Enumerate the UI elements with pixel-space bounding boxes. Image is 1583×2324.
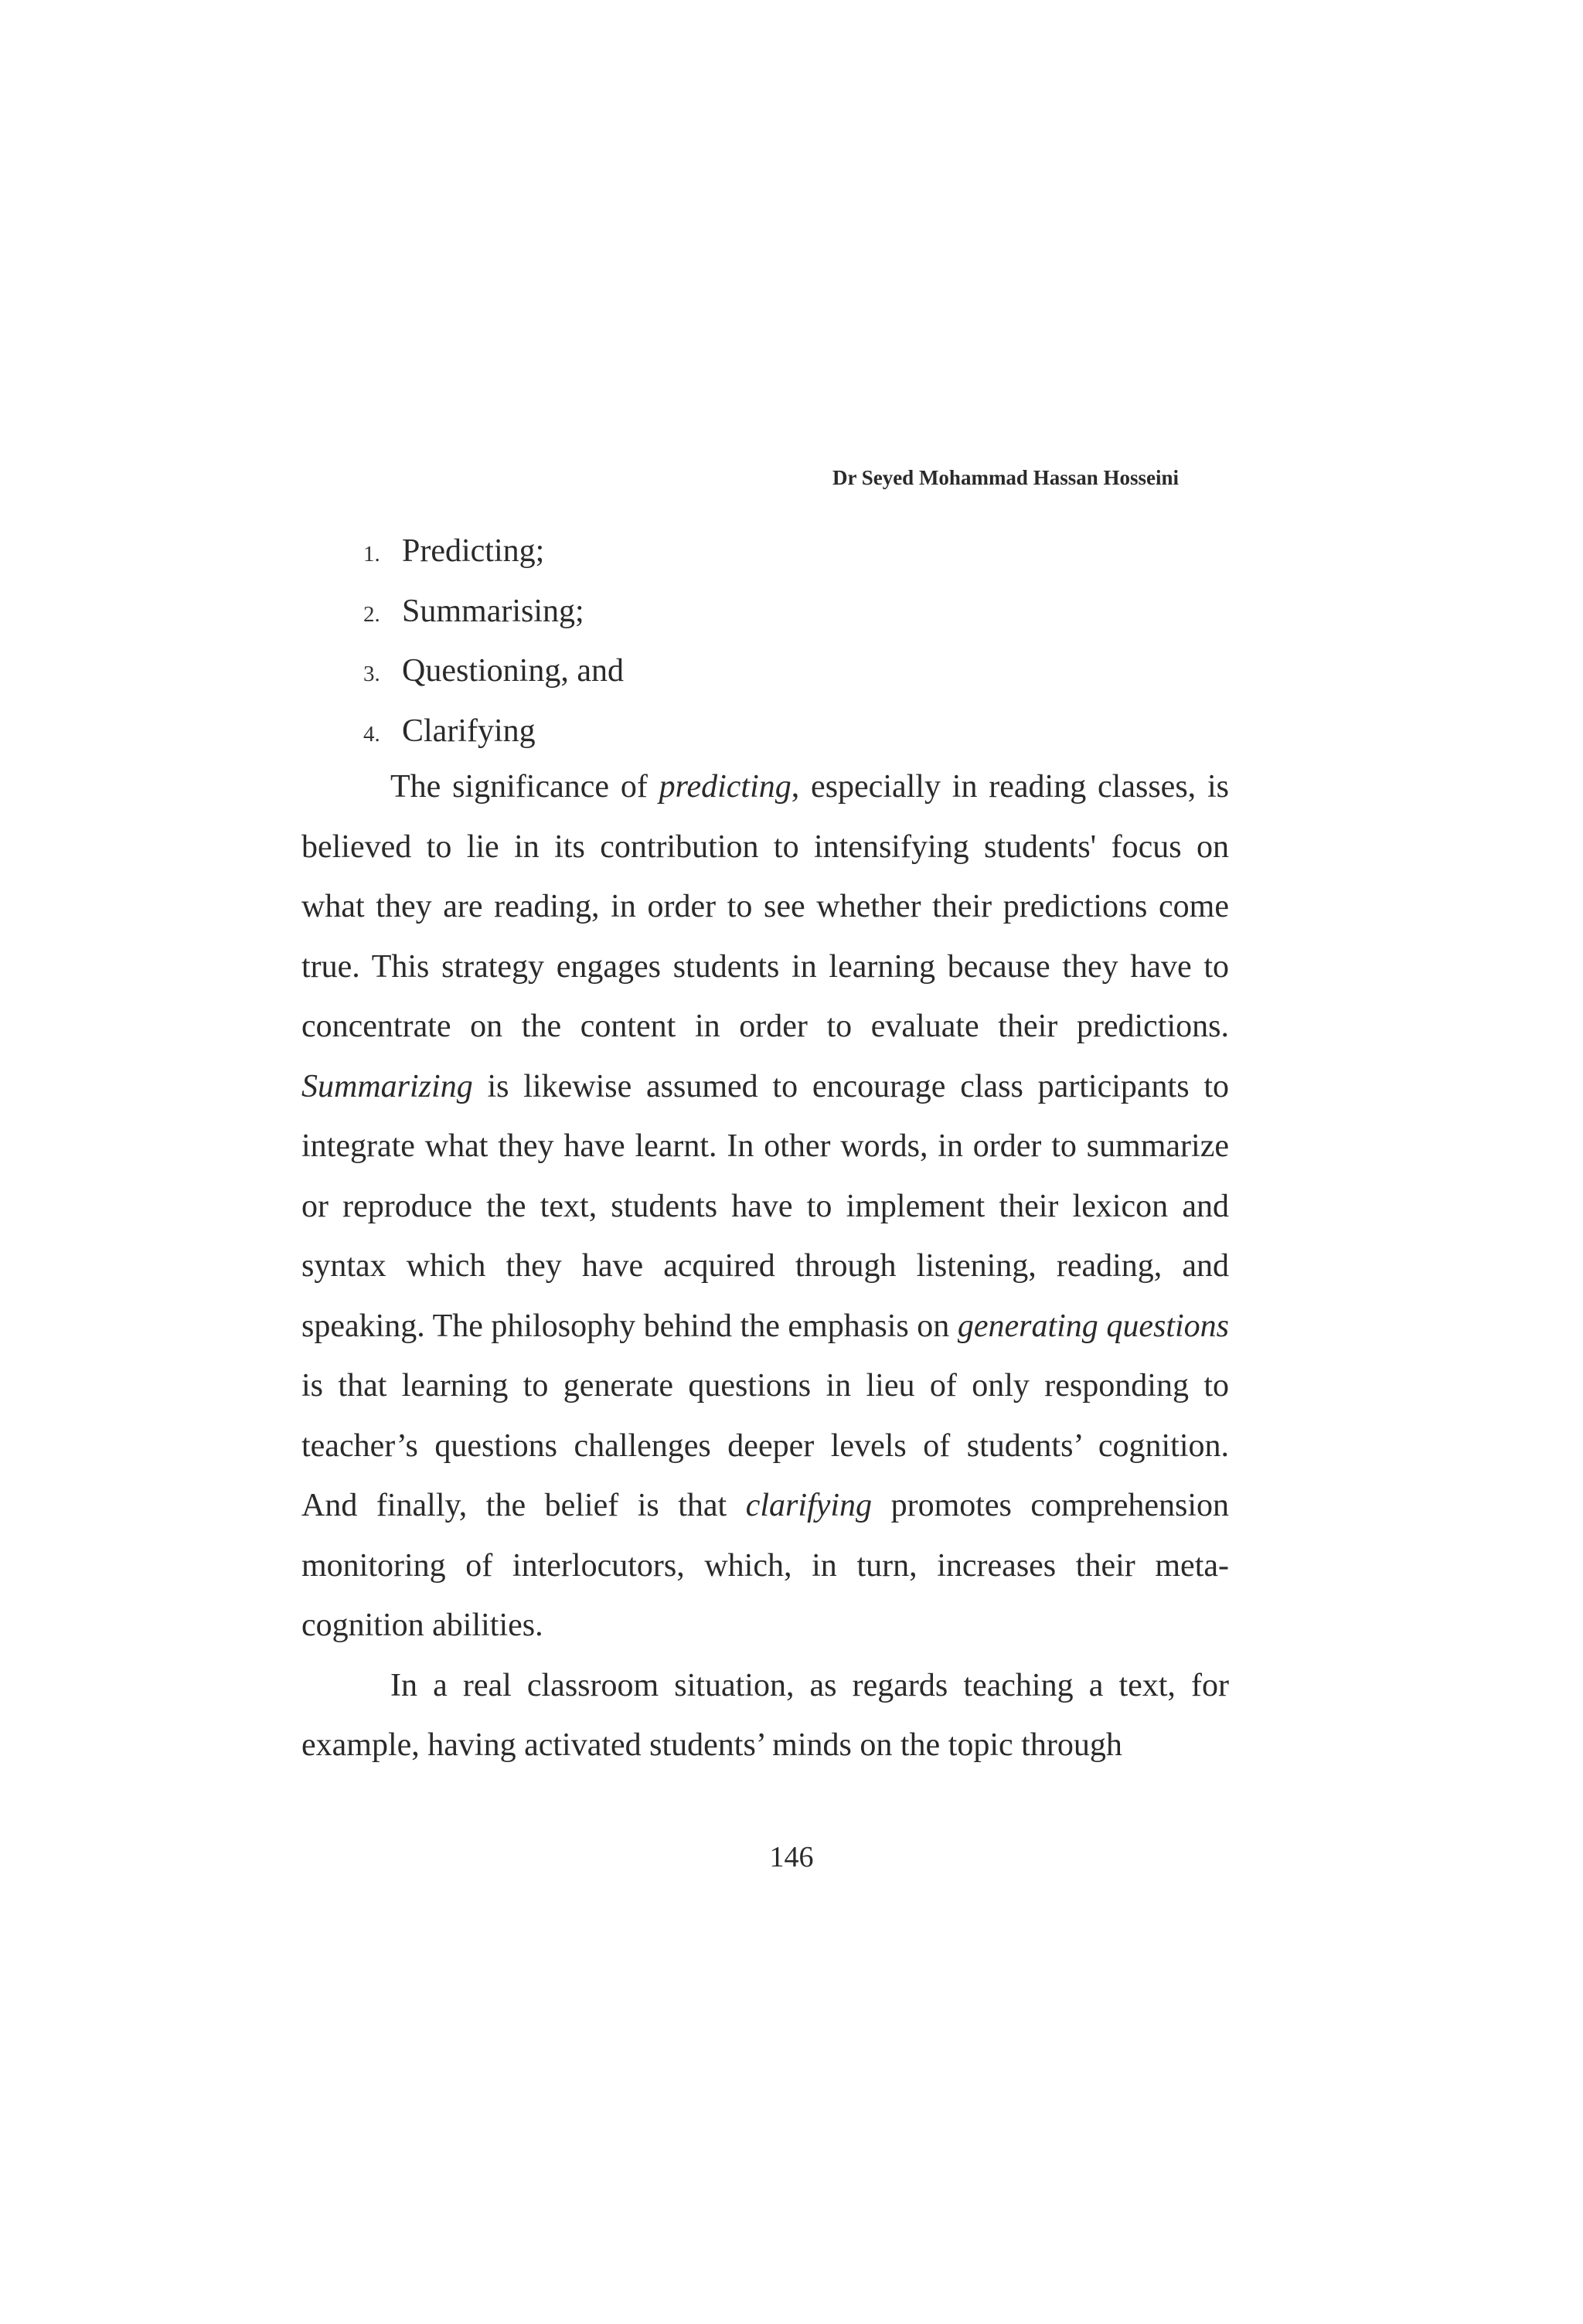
paragraph-text: The significance of <box>390 769 659 805</box>
list-item-number: 4. <box>363 721 380 747</box>
paragraph-strategies <box>301 757 1229 1656</box>
list-item <box>363 702 624 762</box>
running-header-author: Dr Seyed Mohammad Hassan Hosseini <box>832 466 1179 489</box>
list-item-number: 1. <box>363 542 380 567</box>
strategy-list <box>363 522 624 761</box>
page-number: 146 <box>769 1841 814 1873</box>
list-item <box>363 641 624 702</box>
list-item <box>363 522 624 582</box>
list-item-text: Questioning, and <box>402 653 624 689</box>
list-item-text: Predicting; <box>402 533 545 569</box>
emphasis-summarizing: Summarizing <box>301 1068 473 1104</box>
list-item-text: Summarising; <box>402 593 584 629</box>
paragraph-classroom: In a real classroom situation, as regards teaching a text, for example, having activated students’ minds on the topic through <box>301 1667 1229 1763</box>
paragraph-text: , especially in reading classes, is believed to lie in its contribution to intensifying students' focus on what they are reading, in order to see whether their predictions come true. This strategy engages students in learning because they have to concentrate on the content in order to evaluate their predictions. <box>301 769 1230 1044</box>
list-item-text: Clarifying <box>402 713 536 749</box>
emphasis-clarifying: clarifying <box>745 1488 873 1523</box>
paragraph-text: is that learning to generate questions in lieu of only responding to teacher’s questions challenges deeper levels of students’ cognition. And finally, the belief is that <box>301 1368 1229 1523</box>
list-item-number: 3. <box>363 662 380 686</box>
paragraph-text: promotes comprehension monitoring of interlocutors, which, in turn, increases their meta-cognition abilities. <box>301 1488 1229 1643</box>
emphasis-predicting: predicting <box>659 769 792 805</box>
emphasis-generating-questions: generating questions <box>957 1308 1229 1344</box>
paragraph-text: is likewise assumed to encourage class participants to integrate what they have learnt. In other words, in order to summarize or reproduce the text, students have to implement their lexicon and syntax which they have acquired through listening, reading, and speaking. The philosophy behind the emphasis on <box>301 1068 1229 1344</box>
list-item <box>363 582 624 642</box>
body-text <box>301 757 1229 1776</box>
list-item-number: 2. <box>363 601 380 627</box>
